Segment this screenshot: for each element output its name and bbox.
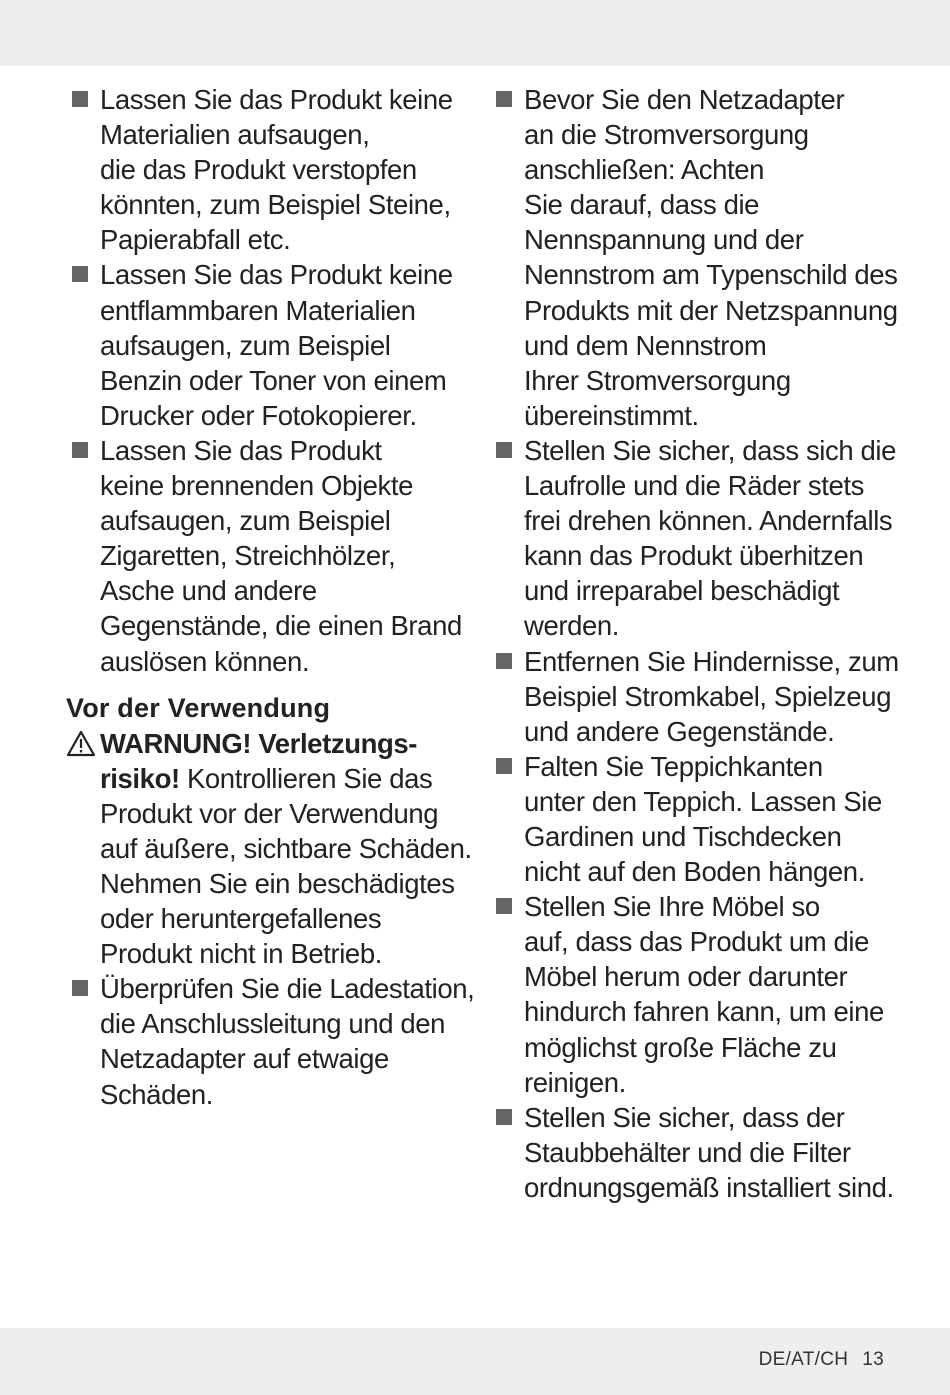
list-item-line: werden. [524,610,620,642]
list-item-line: Stellen Sie sicher, dass der [524,1101,845,1133]
list-item-line: könnten, zum Beispiel Steine, [100,189,451,221]
list-item-line: Netzadapter auf etwaige [100,1043,389,1075]
list-item-line: Ihrer Stromversorgung [524,364,791,396]
list-item-line: Materialien aufsaugen, [100,119,370,151]
list-item-line: reinigen. [524,1066,626,1098]
list-item-line: Bevor Sie den Netzadapter [524,84,845,115]
list-item [490,82,900,433]
list-item-line: Laufrolle und die Räder stets [524,470,865,502]
square-bullet-icon [72,442,88,458]
square-bullet-icon [72,980,88,996]
top-band [0,0,950,66]
list-item-line: frei drehen können. Andernfalls [524,505,893,537]
list-item-line: Nennstrom am Typenschild des [524,259,898,291]
list-item [490,433,900,644]
page-footer [759,1349,884,1371]
list-item-line: unter den Teppich. Lassen Sie [524,785,882,817]
square-bullet-icon [72,266,88,282]
list-item-line: Lassen Sie das Produkt [100,434,382,466]
warning-line: oder heruntergefallenes [100,903,382,935]
list-item-line: Nennspannung und der [524,224,804,256]
list-item-line: Benzin oder Toner von einem [100,364,447,396]
list-item [490,749,900,889]
warning-text-start: Kontrollieren Sie das [179,762,433,794]
left-bullet-list [66,82,470,679]
warning-line: Produkt nicht in Betrieb. [100,938,382,970]
square-bullet-icon [496,91,512,107]
warning-line: auf äußere, sichtbare Schäden. [100,832,472,864]
square-bullet-icon [496,442,512,458]
warning-line: Nehmen Sie ein beschädigtes [100,867,455,899]
list-item [66,971,475,1111]
left-column [66,82,475,1112]
list-item-line: und andere Gegenstände. [524,715,835,747]
section-heading: Vor der Verwendung [66,692,331,723]
list-item-line: aufsaugen, zum Beispiel [100,505,391,537]
list-item-line: übereinstimmt. [524,399,699,431]
list-item [66,433,470,679]
list-item-line: Möbel herum oder darunter [524,961,848,993]
right-column [490,82,900,1205]
list-item-line: Gardinen und Tischdecken [524,820,842,852]
list-item-line: Stellen Sie Ihre Möbel so [524,891,820,923]
square-bullet-icon [496,1109,512,1125]
warning-title: WARNUNG! Verletzungs- [100,727,418,759]
list-item-line: keine brennenden Objekte [100,470,414,502]
square-bullet-icon [72,91,88,107]
square-bullet-icon [496,758,512,774]
list-item-line: Überprüfen Sie die Ladestation, [100,973,475,1005]
list-item [66,257,470,432]
list-item-line: entflammbaren Materialien [100,294,416,326]
list-item-line: auslösen können. [100,645,310,677]
list-item-line: Falten Sie Teppichkanten [524,750,823,782]
list-item-line: anschließen: Achten [524,154,765,186]
list-item-line: Lassen Sie das Produkt keine [100,259,453,291]
footer-locale: DE/AT/CH [758,1349,849,1370]
list-item-line: auf, dass das Produkt um die [524,926,869,958]
list-item-line: möglichst große Fläche zu [524,1031,837,1063]
right-bullet-list [490,82,900,1205]
list-item-line: Lassen Sie das Produkt keine [100,84,453,115]
list-item-line: Entfernen Sie Hindernisse, zum [524,645,899,677]
list-item [490,644,900,749]
list-item-line: aufsaugen, zum Beispiel [100,329,391,361]
list-item-line: kann das Produkt überhitzen [524,540,864,572]
warning-block [66,726,470,972]
list-item-line: nicht auf den Boden hängen. [524,856,865,888]
list-item-line: die Anschlussleitung und den [100,1008,446,1040]
list-item-line: Drucker oder Fotokopierer. [100,399,417,431]
list-item-line: Gegenstände, die einen Brand [100,610,462,642]
list-item-line: Sie darauf, dass die [524,189,760,221]
warning-title-cont: risiko! [100,762,180,794]
list-item [66,82,470,257]
list-item-line: Papierabfall etc. [100,224,291,256]
list-item-line: Zigaretten, Streichhölzer, [100,540,396,572]
list-item-line: die das Produkt verstopfen [100,154,417,186]
list-item-line: Asche und andere [100,575,317,607]
square-bullet-icon [496,898,512,914]
left-bullet-list-2 [66,971,475,1111]
list-item-line: Staubbehälter und die Filter [524,1136,851,1168]
list-item-line: Schäden. [100,1078,214,1110]
list-item-line: und dem Nennstrom [524,329,767,361]
list-item [490,889,900,1100]
list-item-line: an die Stromversorgung [524,119,809,151]
page-number: 13 [862,1349,884,1370]
list-item-line: Beispiel Stromkabel, Spielzeug [524,680,892,712]
list-item-line: ordnungsgemäß installiert sind. [524,1171,894,1203]
warning-triangle-icon [66,730,96,758]
list-item-line: hindurch fahren kann, um eine [524,996,884,1028]
list-item-line: Produkts mit der Netzspannung [524,294,898,326]
list-item-line: und irreparabel beschädigt [524,575,840,607]
square-bullet-icon [496,653,512,669]
list-item [490,1100,900,1205]
warning-line: Produkt vor der Verwendung [100,797,439,829]
list-item-line: Stellen Sie sicher, dass sich die [524,434,897,466]
